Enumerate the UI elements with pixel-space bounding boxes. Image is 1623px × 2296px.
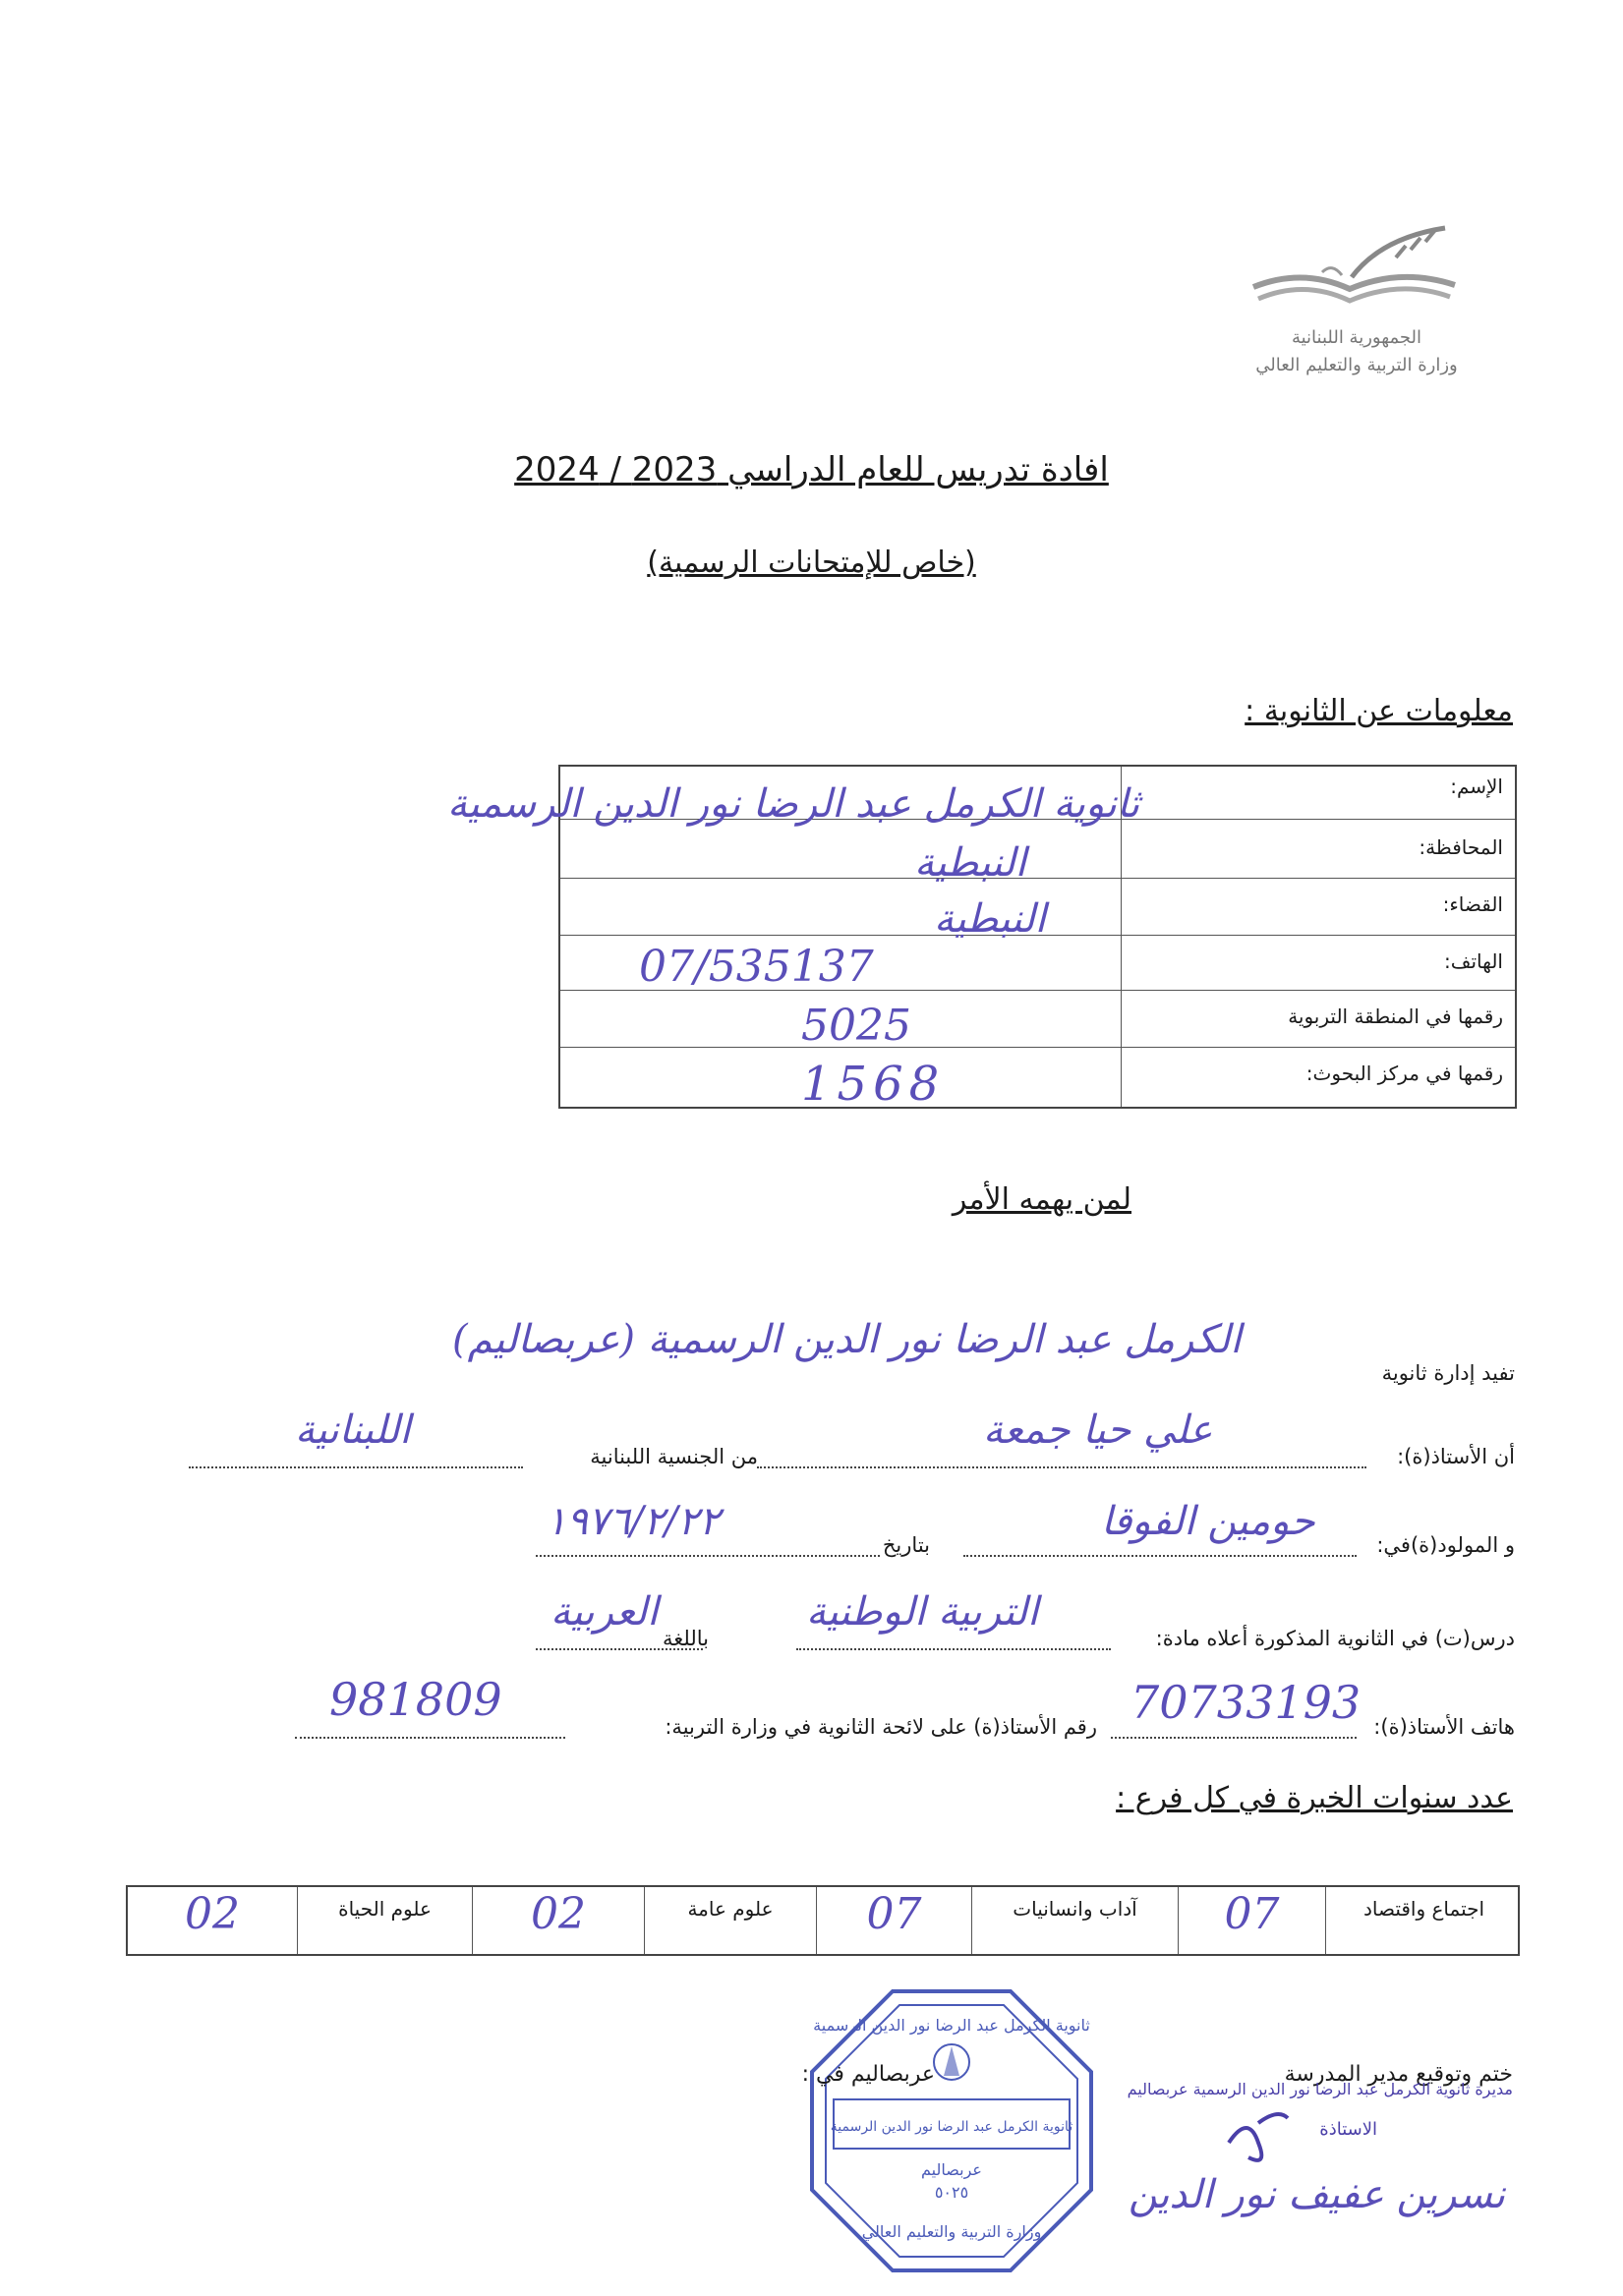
school-name-label: الإسم: <box>1450 775 1503 798</box>
exp-label-general-sciences: علوم عامة <box>644 1887 816 1954</box>
ministry-name: وزارة التربية والتعليم العالي <box>1255 355 1458 375</box>
cert-line-5-prefix: هاتف الأستاذ(ة): <box>1373 1715 1515 1739</box>
teacher-ministry-number-value: 981809 <box>329 1673 502 1726</box>
exp-value-life-sciences: 02 <box>185 1889 240 1939</box>
subject-value: التربية الوطنية <box>806 1589 1039 1635</box>
birthplace-value: حومين الفوقا <box>1101 1499 1315 1544</box>
exp-value-humanities: 07 <box>816 1887 971 1954</box>
cert-line-3-prefix: و المولود(ة)في: <box>1376 1533 1515 1557</box>
republic-name: الجمهورية اللبنانية <box>1291 327 1422 348</box>
exp-label-life-sciences: علوم الحياة <box>297 1887 472 1954</box>
cert-line-2-prefix: أن الأستاذ(ة): <box>1397 1445 1515 1468</box>
governorate-value: النبطية <box>914 840 1026 886</box>
experience-table <box>126 1885 1520 1956</box>
district-label: القضاء: <box>1442 892 1503 916</box>
cert-line-5-mid: رقم الأستاذ(ة) على لائحة الثانوية في وزارة التربية: <box>665 1715 1097 1739</box>
school-info-heading: معلومات عن الثانوية : <box>1245 694 1513 728</box>
research-number-label: رقمها في مركز البحوث: <box>1305 1062 1503 1085</box>
page-title: افادة تدريس للعام الدراسي 2023 / 2024 <box>514 450 1109 489</box>
ministry-logo-text <box>1209 324 1504 379</box>
exp-value-general-sciences: 02 <box>472 1887 644 1954</box>
exp-value-social: 07 <box>1178 1887 1325 1954</box>
principal-stamp-school: مديرة ثانوية الكرمل عبد الرضا نور الدين الرسمية عربصاليم <box>1127 2080 1513 2098</box>
cert-line-4-mid: باللغة <box>663 1627 709 1650</box>
place-date-label: عربصاليم في : <box>801 2062 935 2087</box>
exp-label-humanities: آداب وانسانيات <box>971 1887 1178 1954</box>
region-number-value: 5025 <box>801 1001 911 1051</box>
to-whom-heading: لمن يهمه الأمر <box>952 1182 1131 1217</box>
district-value: النبطية <box>934 896 1046 942</box>
research-number-row <box>560 1048 1515 1107</box>
svg-text:ثانوية الكرمل عبد الرضا نور ال: ثانوية الكرمل عبد الرضا نور الدين الرسمية <box>830 2119 1073 2135</box>
ministry-logo-icon <box>1234 218 1470 336</box>
phone-label: الهاتف: <box>1444 949 1503 973</box>
experience-heading: عدد سنوات الخبرة في كل فرع : <box>1116 1781 1513 1815</box>
language-value: العربية <box>551 1589 659 1635</box>
page-subtitle: (خاص للإمتحانات الرسمية) <box>647 545 976 580</box>
school-stamp <box>801 1983 1099 2278</box>
birthdate-value: ١٩٧٦/٢/٢٢ <box>546 1499 721 1544</box>
cert-line-3-mid: بتاريخ <box>882 1533 930 1557</box>
governorate-label: المحافظة: <box>1419 835 1503 859</box>
principal-name: نسرين عفيف نور الدين <box>1128 2172 1505 2217</box>
cert-school-value: الكرمل عبد الرضا نور الدين الرسمية (عربصاليم) <box>452 1317 1242 1362</box>
svg-text:ثانوية الكرمل عبد الرضا نور ال: ثانوية الكرمل عبد الرضا نور الدين الرسمية <box>813 2016 1090 2035</box>
svg-text:وزارة التربية والتعليم العالي: وزارة التربية والتعليم العالي <box>861 2222 1042 2241</box>
svg-text:عربصاليم: عربصاليم <box>921 2160 982 2179</box>
signature-mark-icon <box>1219 2103 1298 2172</box>
region-number-row <box>560 991 1515 1048</box>
governorate-row <box>560 820 1515 879</box>
cert-line-1-prefix: تفيد إدارة ثانوية <box>1381 1361 1515 1385</box>
phone-value: 07/535137 <box>639 942 874 992</box>
signature-label: ختم وتوقيع مدير المدرسة <box>1284 2062 1513 2087</box>
region-number-label: رقمها في المنطقة التربوية <box>1288 1004 1503 1028</box>
exp-label-social: اجتماع واقتصاد <box>1325 1887 1522 1954</box>
cert-line-2-mid: من الجنسية اللبنانية <box>590 1445 758 1468</box>
teacher-phone-value: 70733193 <box>1130 1676 1362 1729</box>
teacher-name-value: علي حيا جمعة <box>983 1407 1213 1453</box>
svg-text:٥٠٢٥: ٥٠٢٥ <box>934 2183 969 2202</box>
principal-stamp-title: الاستاذة <box>1319 2119 1377 2140</box>
research-number-value: 1568 <box>801 1057 946 1112</box>
school-name-value: ثانوية الكرمل عبد الرضا نور الدين الرسمية <box>447 781 1140 827</box>
nationality-value: اللبنانية <box>295 1407 411 1453</box>
cert-line-4-prefix: درس(ت) في الثانوية المذكورة أعلاه مادة: <box>1155 1627 1515 1650</box>
